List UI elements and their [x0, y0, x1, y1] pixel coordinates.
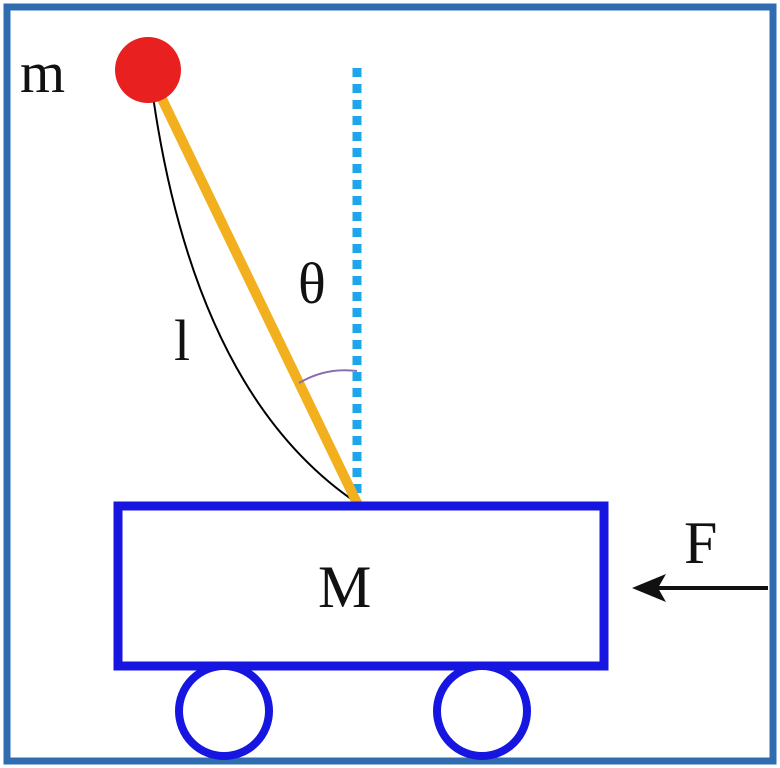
force-label: F — [684, 510, 718, 576]
pendulum-rod — [150, 74, 357, 503]
pendulum-bob — [115, 37, 181, 103]
cart-wheel-right — [437, 666, 527, 756]
pendulum-length-label: l — [174, 308, 191, 373]
angle-arc — [299, 370, 357, 383]
cart-mass-label: M — [318, 554, 372, 620]
cart-wheel-left — [179, 666, 269, 756]
angle-label: θ — [298, 251, 326, 316]
pendulum-mass-label: m — [20, 40, 66, 105]
